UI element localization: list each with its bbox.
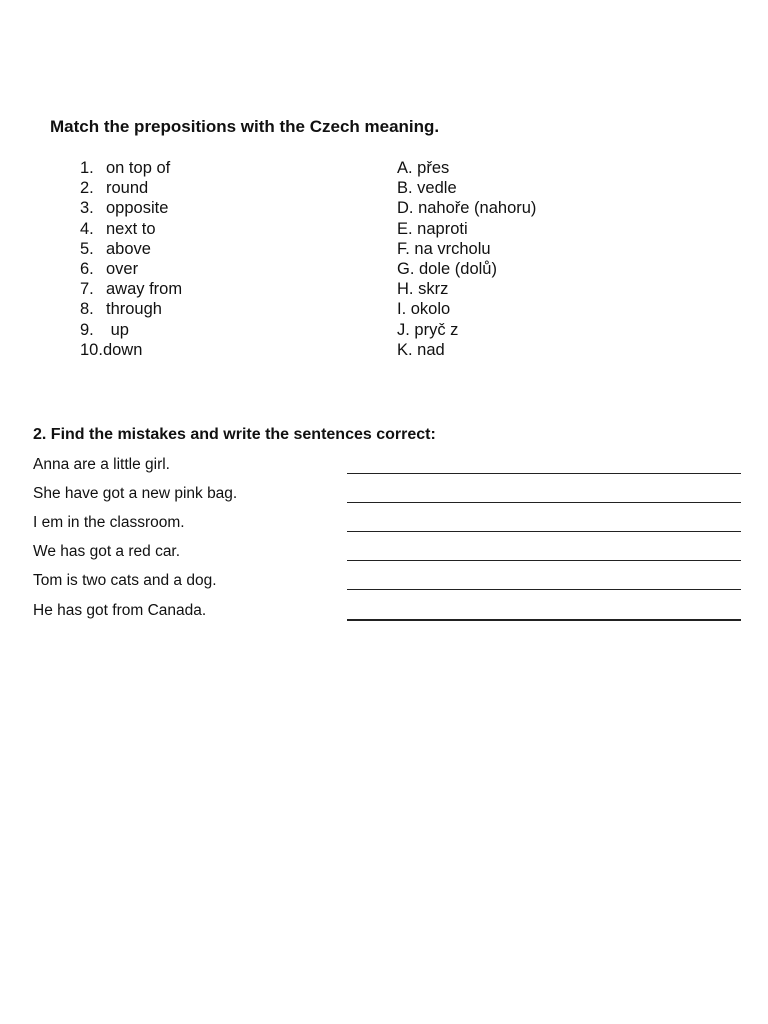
- meaning-item: I. okolo: [397, 300, 451, 319]
- answer-blank-line[interactable]: [347, 619, 741, 621]
- meaning-item: J. pryč z: [397, 320, 459, 339]
- list-item: [80, 178, 340, 198]
- list-item: [80, 259, 340, 279]
- meaning-item: D. nahoře (nahoru): [397, 199, 537, 218]
- item-number: 3.: [80, 199, 94, 218]
- list-item: [80, 219, 340, 239]
- sentence-text: Tom is two cats and a dog.: [33, 572, 217, 589]
- sentence-text: I em in the classroom.: [33, 514, 185, 531]
- item-number: 6.: [80, 260, 94, 279]
- list-item: [80, 320, 340, 340]
- meaning-item: E. naproti: [397, 219, 468, 238]
- item-number: 5.: [80, 239, 94, 258]
- answer-blank-line[interactable]: [347, 531, 741, 532]
- preposition-text: through: [106, 300, 162, 319]
- sentence-row: [33, 543, 743, 565]
- answer-blank-line[interactable]: [347, 502, 741, 503]
- meaning-item: B. vedle: [397, 179, 457, 198]
- answer-blank-line[interactable]: [347, 560, 741, 561]
- sentence-text: He has got from Canada.: [33, 602, 207, 619]
- sentence-row: [33, 456, 743, 478]
- preposition-text: down: [102, 340, 143, 359]
- preposition-text: round: [106, 179, 149, 198]
- list-item: [80, 239, 340, 259]
- preposition-text: on top of: [106, 159, 171, 177]
- answer-blank-line[interactable]: [347, 473, 741, 474]
- list-item: [80, 299, 340, 319]
- exercise-2-title: 2. Find the mistakes and write the sentences correct:: [33, 426, 436, 443]
- sentence-text: We has got a red car.: [33, 543, 181, 560]
- sentence-row: [33, 572, 743, 594]
- meaning-item: G. dole (dolů): [397, 260, 497, 279]
- item-number: 2.: [80, 179, 94, 198]
- item-number: 8.: [80, 300, 94, 319]
- sentence-row: [33, 514, 743, 536]
- preposition-text: up: [106, 320, 129, 339]
- meaning-item: A. přes: [397, 159, 450, 177]
- preposition-text: away from: [106, 280, 183, 299]
- list-item: [80, 279, 340, 299]
- answer-blank-line[interactable]: [347, 589, 741, 590]
- czech-meanings-list: [397, 158, 697, 360]
- sentence-row: [33, 485, 743, 507]
- list-item: [80, 340, 340, 360]
- meaning-item: F. na vrcholu: [397, 239, 491, 258]
- list-item: [80, 198, 340, 218]
- prepositions-list: [80, 158, 340, 360]
- sentence-row: [33, 602, 743, 624]
- sentence-text: She have got a new pink bag.: [33, 485, 238, 502]
- meaning-item: K. nad: [397, 340, 445, 359]
- item-number: 4.: [80, 219, 94, 238]
- sentence-text: Anna are a little girl.: [33, 456, 170, 473]
- preposition-text: opposite: [106, 199, 169, 218]
- item-number: 10.: [80, 340, 103, 359]
- item-number: 1.: [80, 159, 94, 177]
- preposition-text: next to: [106, 219, 156, 238]
- meaning-item: H. skrz: [397, 280, 449, 299]
- exercise-1-title: Match the prepositions with the Czech meaning.: [50, 117, 440, 136]
- item-number: 7.: [80, 280, 94, 299]
- list-item: [80, 158, 340, 178]
- preposition-text: over: [106, 260, 139, 279]
- item-number: 9.: [80, 320, 94, 339]
- preposition-text: above: [106, 239, 151, 258]
